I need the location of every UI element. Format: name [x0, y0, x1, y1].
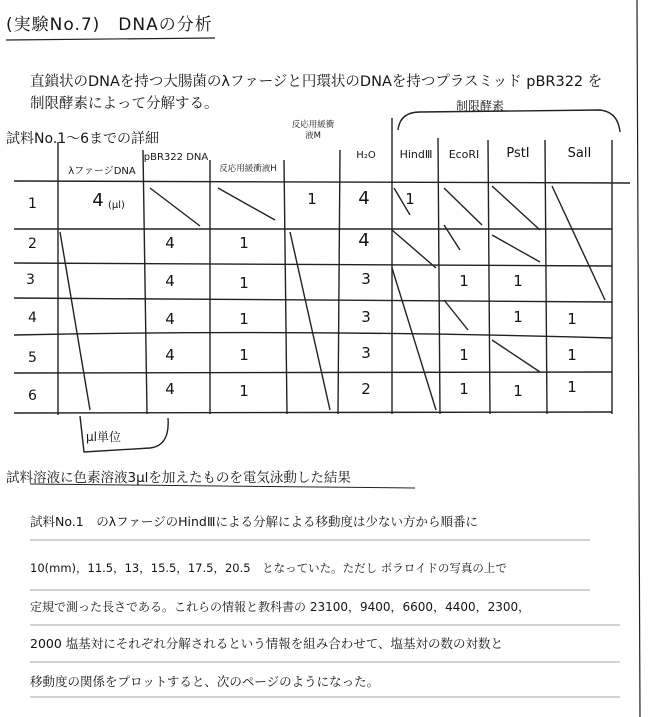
cell-r3-h2o: 3: [361, 270, 371, 288]
cell-r6-eco: 1: [459, 380, 469, 398]
results-line-2: 10(mm)，11.5，13，15.5，17.5，20.5 となっていた。ただし ポラロイドの写真の上で: [30, 561, 507, 575]
unit-note: μl単位: [86, 430, 121, 444]
cell-r1-lambda-unit: (μl): [108, 200, 125, 211]
intro-line-1: 直鎖状のDNAを持つ大腸菌のλファージと円環状のDNAを持つプラスミッド pBR322 を: [30, 74, 603, 90]
results-line-5: 移動度の関係をプロットすると、次のページのようになった。: [30, 674, 380, 689]
results-line-3: 定規で測った長さである。これらの情報と教科書の 23100，9400，6600，4400，2300，: [30, 600, 531, 614]
cell-r2-bufh: 1: [239, 234, 249, 252]
cell-r1-h2o: 4: [358, 188, 370, 209]
cell-r5-bufh: 1: [239, 346, 249, 364]
results-line-4: 2000 塩基対にそれぞれ分解されるという情報を組み合わせて、塩基対の数の対数と: [30, 636, 504, 651]
row-no-5: 5: [28, 350, 37, 366]
cell-r4-sal: 1: [567, 310, 577, 328]
cell-r3-eco: 1: [459, 272, 469, 290]
cell-r3-pst: 1: [513, 272, 523, 290]
enzyme-group-label: 制限酵素: [456, 99, 505, 113]
row-no-4: 4: [28, 310, 37, 326]
header-sali: SalI: [567, 146, 592, 161]
cell-r4-pbr: 4: [165, 310, 175, 328]
header-lambda: λファージDNA: [68, 166, 136, 177]
row-no-6: 6: [28, 388, 37, 404]
cell-r3-bufh: 1: [239, 274, 249, 292]
header-pbr322: pBR322 DNA: [143, 152, 209, 163]
cell-r4-bufh: 1: [239, 310, 249, 328]
header-hindiii: HindⅢ: [399, 148, 433, 161]
section1-title: 試料No.1～6までの詳細: [6, 131, 160, 147]
cell-r6-pst: 1: [513, 382, 523, 400]
header-psti: PstI: [506, 146, 530, 161]
row-no-2: 2: [28, 236, 37, 252]
intro-line-2: 制限酵素によって分解する。: [30, 96, 219, 112]
cell-r5-eco: 1: [459, 346, 469, 364]
results-line-1: 試料No.1 のλファージのHindⅢによる分解による移動度は少ない方から順番に: [30, 514, 478, 529]
header-h2o: H₂O: [356, 150, 376, 161]
cell-r5-h2o: 3: [361, 344, 371, 362]
cell-r6-h2o: 2: [361, 380, 371, 398]
cell-r4-pst: 1: [513, 308, 523, 326]
cell-r6-pbr: 4: [165, 380, 175, 398]
cell-r5-pbr: 4: [165, 346, 175, 364]
cell-r2-pbr: 4: [165, 234, 175, 252]
header-buffer-h: 反応用緩衝液H: [219, 164, 277, 174]
header-buffer-m: 反応用緩衝液M: [291, 120, 335, 141]
row-no-3: 3: [26, 272, 35, 288]
cell-r2-h2o: 4: [358, 230, 370, 251]
page-title: (実験No.7) DNAの分析: [6, 15, 213, 35]
cell-r4-h2o: 3: [361, 308, 371, 326]
cell-r3-pbr: 4: [165, 272, 175, 290]
cell-r6-sal: 1: [567, 378, 577, 396]
cell-r1-hind: 1: [405, 190, 415, 208]
row-no-1: 1: [28, 196, 37, 212]
header-ecori: EcoRI: [448, 148, 480, 161]
cell-r1-lambda: 4: [92, 190, 104, 211]
section2-title: 試料溶液に色素溶液3μlを加えたものを電気泳動した結果: [6, 470, 351, 486]
cell-r1-bufm: 1: [307, 190, 317, 208]
cell-r6-bufh: 1: [239, 382, 249, 400]
cell-r5-sal: 1: [567, 346, 577, 364]
